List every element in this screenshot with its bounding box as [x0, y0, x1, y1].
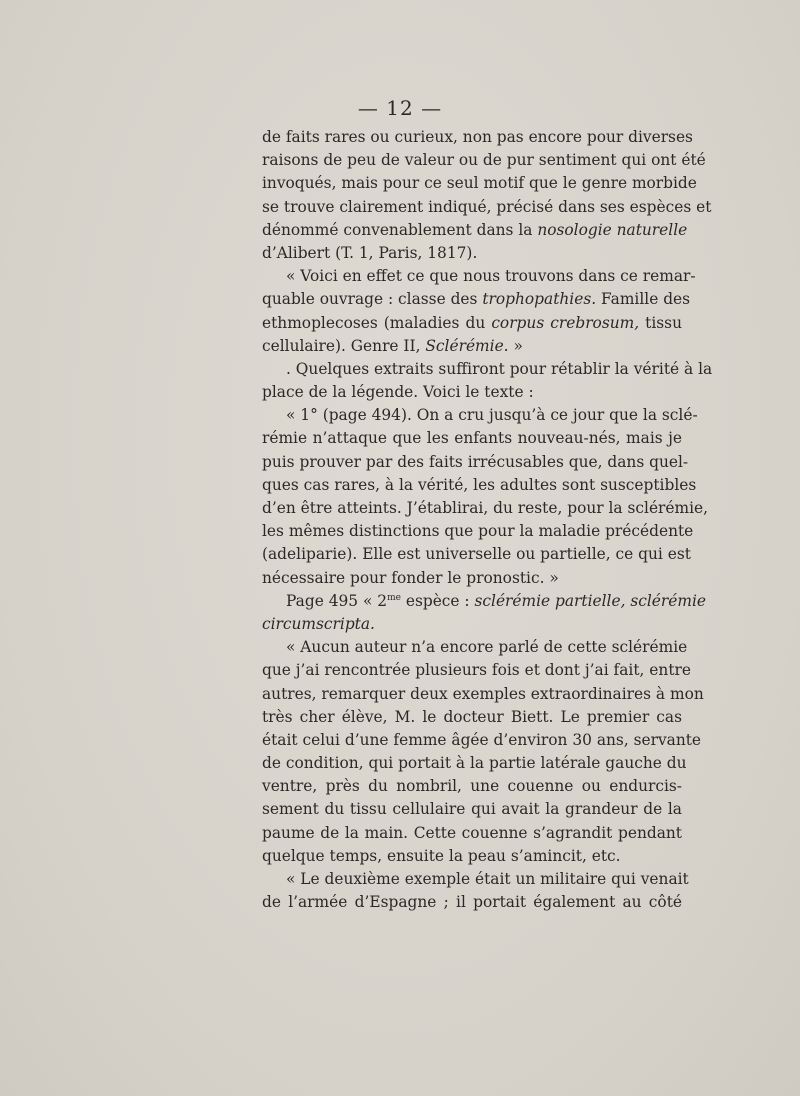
text-run: (adeliparie). Elle est universelle ou partielle, ce qui est: [262, 545, 691, 564]
text-run: « 1° (page 494). On a cru jusqu’à ce jour que la sclé-: [286, 406, 698, 425]
text-line: [262, 451, 689, 474]
italic-text: nosologie naturelle: [537, 220, 688, 239]
superscript: me: [387, 592, 401, 603]
text-line: [262, 822, 682, 845]
text-line: [262, 497, 709, 520]
text-run: « Le deuxième exemple était un militaire qui venait: [286, 870, 689, 888]
text-line: [262, 312, 682, 335]
text-line: [262, 590, 707, 613]
text-run: se trouve clairement indiqué, précisé dans ses espèces et: [262, 197, 712, 216]
text-run: . Quelques extraits suffiront pour rétablir la vérité à la: [286, 359, 713, 378]
text-run: sement du tissu cellulaire qui avait la grandeur de la: [262, 800, 682, 819]
text-run: ethmoplecoses (maladies du: [262, 313, 492, 332]
text-line: [262, 798, 682, 821]
text-run: que j’ai rencontrée plusieurs fois et dont j’ai fait, entre: [262, 661, 691, 680]
text-run: nécessaire pour fonder le pronostic. »: [262, 568, 559, 587]
text-run: rémie n’attaque que les enfants nouveau-nés, mais je: [262, 429, 682, 448]
text-run: tissu: [639, 313, 682, 332]
text-run: les mêmes distinctions que pour la maladie précédente: [262, 522, 694, 541]
text-line: [262, 404, 698, 427]
text-line: [262, 335, 682, 358]
italic-text: circumscripta.: [262, 614, 375, 633]
text-line: [262, 196, 712, 219]
text-line: [262, 474, 697, 497]
text-run: de faits rares ou curieux, non pas encore pour diverses: [262, 128, 693, 146]
text-run: quelque temps, ensuite la peau s’amincit, etc.: [262, 846, 621, 865]
text-run: cellulaire). Genre II,: [262, 336, 426, 355]
text-line: [262, 729, 702, 752]
text-run: « Voici en effet ce que nous trouvons dans ce remar-: [286, 267, 696, 286]
text-line: [262, 868, 689, 891]
text-run: autres, remarquer deux exemples extraordinaires à mon: [262, 684, 704, 703]
text-line: [262, 543, 691, 566]
text-line: [262, 706, 682, 729]
text-line: [262, 381, 682, 404]
text-run: très cher élève, M. le docteur Biett. Le premier cas: [262, 707, 682, 726]
text-run: d’Alibert (T. 1, Paris, 1817).: [262, 243, 478, 262]
text-line: [262, 683, 704, 706]
text-line: [262, 636, 688, 659]
text-run: d’en être atteints. J’établirai, du reste, pour la sclérémie,: [262, 499, 709, 517]
text-line: [262, 242, 682, 265]
body-text: [262, 126, 713, 914]
text-line: [262, 613, 682, 636]
italic-text: Sclérémie.: [425, 336, 509, 355]
italic-text: corpus crebrosum,: [491, 313, 640, 332]
text-line: [262, 265, 696, 288]
text-line: [262, 567, 682, 590]
text-line: [262, 891, 682, 914]
text-line: [262, 288, 691, 311]
italic-text: sclérémie partielle, sclérémie: [474, 591, 707, 610]
text-line: [262, 659, 691, 682]
text-run: espèce :: [400, 591, 475, 610]
text-run: Famille des: [596, 290, 691, 309]
text-run: ventre, près du nombril, une couenne ou endurcis-: [262, 777, 682, 796]
text-run: raisons de peu de valeur ou de pur sentiment qui ont été: [262, 151, 706, 170]
text-line: [262, 520, 694, 543]
text-run: »: [508, 336, 523, 355]
text-line: [262, 219, 688, 242]
text-run: invoqués, mais pour ce seul motif que le genre morbide: [262, 174, 697, 193]
text-run: Page 495 « 2: [286, 591, 388, 610]
text-run: « Aucun auteur n’a encore parlé de cette sclérémie: [286, 638, 688, 657]
text-run: dénommé convenablement dans la: [262, 220, 538, 239]
text-line: [262, 845, 682, 868]
text-line: [262, 752, 687, 775]
text-line: [262, 126, 693, 149]
text-run: ques cas rares, à la vérité, les adultes sont susceptibles: [262, 475, 697, 494]
text-line: [262, 358, 713, 381]
text-run: puis prouver par des faits irrécusables que, dans quel-: [262, 452, 689, 471]
text-run: quable ouvrage : classe des: [262, 290, 483, 309]
page-number: — 12 —: [357, 96, 443, 120]
text-run: de l’armée d’Espagne ; il portait également au côté: [262, 893, 682, 912]
text-run: de condition, qui portait à la partie latérale gauche du: [262, 754, 687, 773]
text-line: [262, 775, 682, 798]
text-run: était celui d’une femme âgée d’environ 30 ans, servante: [262, 730, 702, 749]
text-line: [262, 172, 697, 195]
text-run: place de la légende. Voici le texte :: [262, 383, 534, 402]
text-line: [262, 427, 682, 450]
text-run: paume de la main. Cette couenne s’agrandit pendant: [262, 823, 682, 842]
text-line: [262, 149, 706, 172]
italic-text: trophopathies.: [482, 290, 597, 309]
